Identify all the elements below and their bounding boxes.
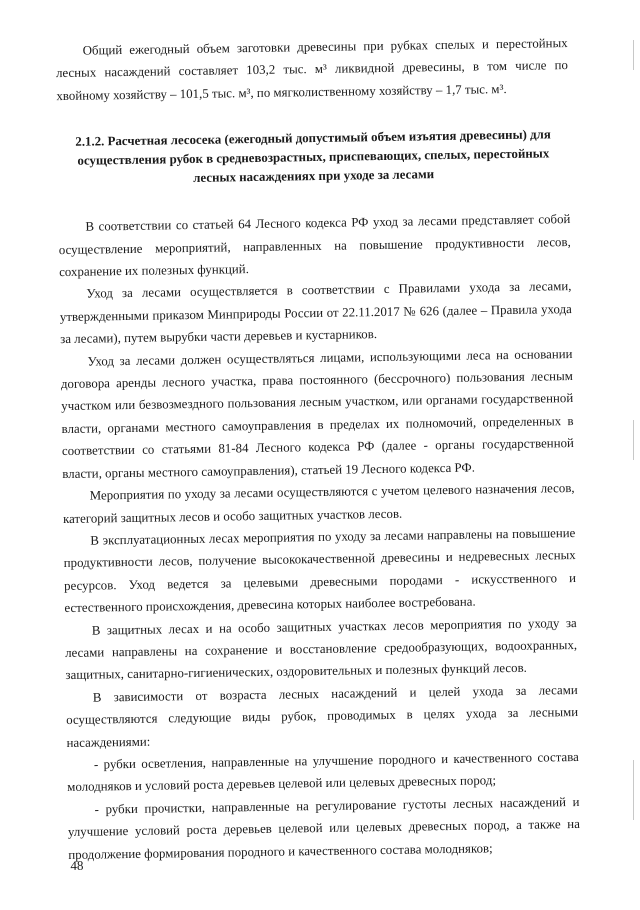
paragraph: В соответствии со статьей 64 Лесного кодекса РФ уход за лесами представляет собой осуществление мероприятий, направленных на повышение продуктивности лесов, сохранение их полезных функций. — [58, 212, 571, 280]
paragraph: Уход за лесами должен осуществляться лицами, использующими леса на основании договора аренды лесного участка, права постоянного (бессрочного) пользования лесным участком или безвозмездного пользования лесным участком, или органами государственной власти, органами местного самоуправления в пределах их полномочий, определенных в соответствии со статьями 81-84 Лесного кодекса РФ (далее - органы государственной власти, органы местного самоуправления), статьей 19 Лесного кодекса РФ. — [60, 346, 575, 481]
list-item: - рубки осветления, направленные на улучшение породного и качественного состава молодняков и условий роста деревьев целевой или целевых древесных пород; — [67, 749, 579, 795]
list-item: - рубки прочистки, направленные на регулирование густоты лесных насаждений и улучшение условий роста деревьев целевой или целевых древесных пород, а также на продолжение формирования породного и качественного состава молодняков; — [67, 794, 580, 862]
page-body — [55, 32, 580, 866]
paragraph: В защитных лесах и на особо защитных участках лесов мероприятия по уходу за лесами направлены на сохранение и восстановление средообразующих, водоохранных, защитных, санитарно-гигиенических, оздоровительных и полезных функций лесов. — [65, 615, 578, 683]
scan-edge-mark — [633, 760, 634, 820]
scan-edge-mark — [633, 420, 634, 460]
paragraph: В эксплуатационных лесах мероприятия по уходу за лесами направлены на повышение продуктивности лесов, получение высококачественной древесины и недревесных лесных ресурсов. Уход ведется за целевыми древесными породами - искусственного и естественного происхождения, древесина которых наиболее востребована. — [63, 525, 577, 616]
intro-paragraph: Общий ежегодный объем заготовки древесины при рубках спелых и перестойных лесных насаждений составляет 103,2 тыс. м³ ликвидной древесины, в том числе по хвойному хозяйству – 101,5 тыс. м³, по мягколиственному хозяйству – 1,7 тыс. м³. — [55, 36, 569, 103]
paragraph: Мероприятия по уходу за лесами осуществляются с учетом целевого назначения лесов, категорий защитных лесов и особо защитных участков лесов. — [62, 481, 575, 526]
scan-edge-mark — [633, 40, 634, 70]
page-number: 48 — [70, 857, 84, 873]
section-heading: 2.1.2. Расчетная лесосека (ежегодный допустимый объем изъятия древесины) для осуществления рубок в средневозрастных, приспевающих, спелых, перестойных лесных насаждениях при уходе за лесами — [75, 127, 551, 186]
paragraph: Уход за лесами осуществляется в соответствии с Правилами ухода за лесами, утвержденными приказом Минприроды России от 22.11.2017 № 626 (далее – Правила ухода за лесами), путем вырубки части деревьев и кустарников. — [59, 279, 572, 347]
paragraph: В зависимости от возраста лесных насаждений и целей ухода за лесами осуществляются следующие виды рубок, проводимых в целях ухода за лесными насаждениями: — [66, 682, 579, 750]
